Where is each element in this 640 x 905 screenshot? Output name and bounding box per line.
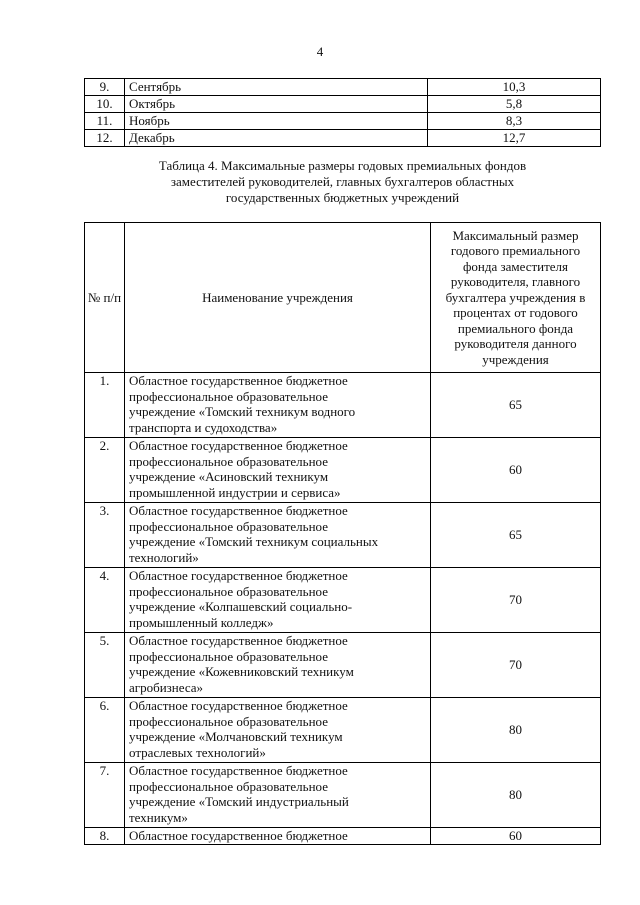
institution-name-line: Областное государственное бюджетное	[129, 698, 348, 713]
institution-name-line: Областное государственное бюджетное	[129, 568, 348, 583]
row-percent: 80	[431, 763, 601, 828]
institution-name-line: отраслевых технологий»	[129, 744, 266, 760]
table-header-row	[85, 223, 601, 373]
institution-name-line: Областное государственное бюджетное	[129, 633, 348, 648]
table-row	[85, 503, 601, 568]
institution-name-line: профессиональное образовательное	[129, 778, 328, 794]
row-num: 2.	[85, 438, 125, 503]
row-percent: 60	[431, 828, 601, 845]
row-num: 3.	[85, 503, 125, 568]
institution-name-line: учреждение «Колпашевский социально-	[129, 599, 353, 614]
row-num: 6.	[85, 698, 125, 763]
row-num: 1.	[85, 373, 125, 438]
institution-name-line: Областное государственное бюджетное	[129, 763, 348, 778]
row-num: 7.	[85, 763, 125, 828]
institution-name-line: агробизнеса»	[129, 679, 204, 695]
row-institution-name	[125, 763, 431, 828]
institution-name-line: техникум»	[129, 809, 188, 825]
table-row	[85, 373, 601, 438]
caption-line: Таблица 4. Максимальные размеры годовых премиальных фондов	[158, 158, 527, 173]
table-row	[85, 828, 601, 845]
table-caption	[84, 158, 601, 206]
institution-name-line: учреждение «Асиновский техникум	[129, 469, 329, 484]
table-row	[85, 698, 601, 763]
header-num: № п/п	[85, 223, 125, 373]
table-row	[85, 763, 601, 828]
institution-name-line: Областное государственное бюджетное	[129, 373, 348, 388]
row-month: Октябрь	[125, 96, 428, 113]
institution-name-line: профессиональное образовательное	[129, 713, 328, 729]
row-percent: 65	[431, 373, 601, 438]
header-pct: Максимальный размер годового премиального фонда заместителя руководителя, главного бухгалтера учреждения в процентах от годового премиального фонда руководителя данного учреждения	[431, 223, 601, 373]
institution-name-line: Областное государственное бюджетное	[129, 828, 348, 843]
page-number: 4	[316, 44, 324, 59]
row-value: 5,8	[428, 96, 601, 113]
table-row	[85, 568, 601, 633]
table-row	[85, 96, 601, 113]
row-percent: 70	[431, 568, 601, 633]
row-percent: 65	[431, 503, 601, 568]
row-value: 8,3	[428, 113, 601, 130]
row-institution-name	[125, 633, 431, 698]
institution-name-line: технологий»	[129, 549, 199, 565]
header-name: Наименование учреждения	[125, 223, 431, 373]
row-num: 4.	[85, 568, 125, 633]
row-institution-name	[125, 698, 431, 763]
institution-name-line: профессиональное образовательное	[129, 388, 328, 404]
row-percent: 80	[431, 698, 601, 763]
table-row	[85, 633, 601, 698]
institution-name-line: промышленный колледж»	[129, 614, 274, 630]
row-month: Декабрь	[125, 130, 428, 147]
row-institution-name	[125, 373, 431, 438]
row-month: Сентябрь	[125, 79, 428, 96]
institution-name-line: профессиональное образовательное	[129, 453, 328, 469]
row-num: 9.	[85, 79, 125, 96]
institution-name-line: учреждение «Томский индустриальный	[129, 794, 349, 809]
institution-name-line: учреждение «Молчановский техникум	[129, 729, 343, 744]
row-month: Ноябрь	[125, 113, 428, 130]
row-value: 12,7	[428, 130, 601, 147]
institution-name-line: учреждение «Кожевниковский техникум	[129, 664, 354, 679]
row-num: 5.	[85, 633, 125, 698]
row-num: 8.	[85, 828, 125, 845]
row-value: 10,3	[428, 79, 601, 96]
institution-name-line: учреждение «Томский техникум социальных	[129, 534, 379, 549]
premium-fund-table	[84, 222, 601, 845]
row-institution-name	[125, 438, 431, 503]
caption-line: государственных бюджетных учреждений	[225, 190, 460, 205]
institution-name-line: Областное государственное бюджетное	[129, 503, 348, 518]
row-percent: 70	[431, 633, 601, 698]
row-num: 11.	[85, 113, 125, 130]
institution-name-line: профессиональное образовательное	[129, 518, 328, 534]
institution-name-line: Областное государственное бюджетное	[129, 438, 348, 453]
institution-name-line: профессиональное образовательное	[129, 583, 328, 599]
institution-name-line: профессиональное образовательное	[129, 648, 328, 664]
caption-line: заместителей руководителей, главных бухгалтеров областных	[170, 174, 515, 189]
institution-name-line: промышленной индустрии и сервиса»	[129, 484, 341, 500]
table-row	[85, 79, 601, 96]
row-num: 12.	[85, 130, 125, 147]
row-percent: 60	[431, 438, 601, 503]
row-institution-name	[125, 568, 431, 633]
row-institution-name	[125, 503, 431, 568]
institution-name-line: транспорта и судоходства»	[129, 419, 278, 435]
table-row	[85, 130, 601, 147]
monthly-table	[84, 78, 601, 147]
row-num: 10.	[85, 96, 125, 113]
institution-name-line: учреждение «Томский техникум водного	[129, 404, 356, 419]
row-institution-name	[125, 828, 431, 845]
table-row	[85, 438, 601, 503]
table-row	[85, 113, 601, 130]
